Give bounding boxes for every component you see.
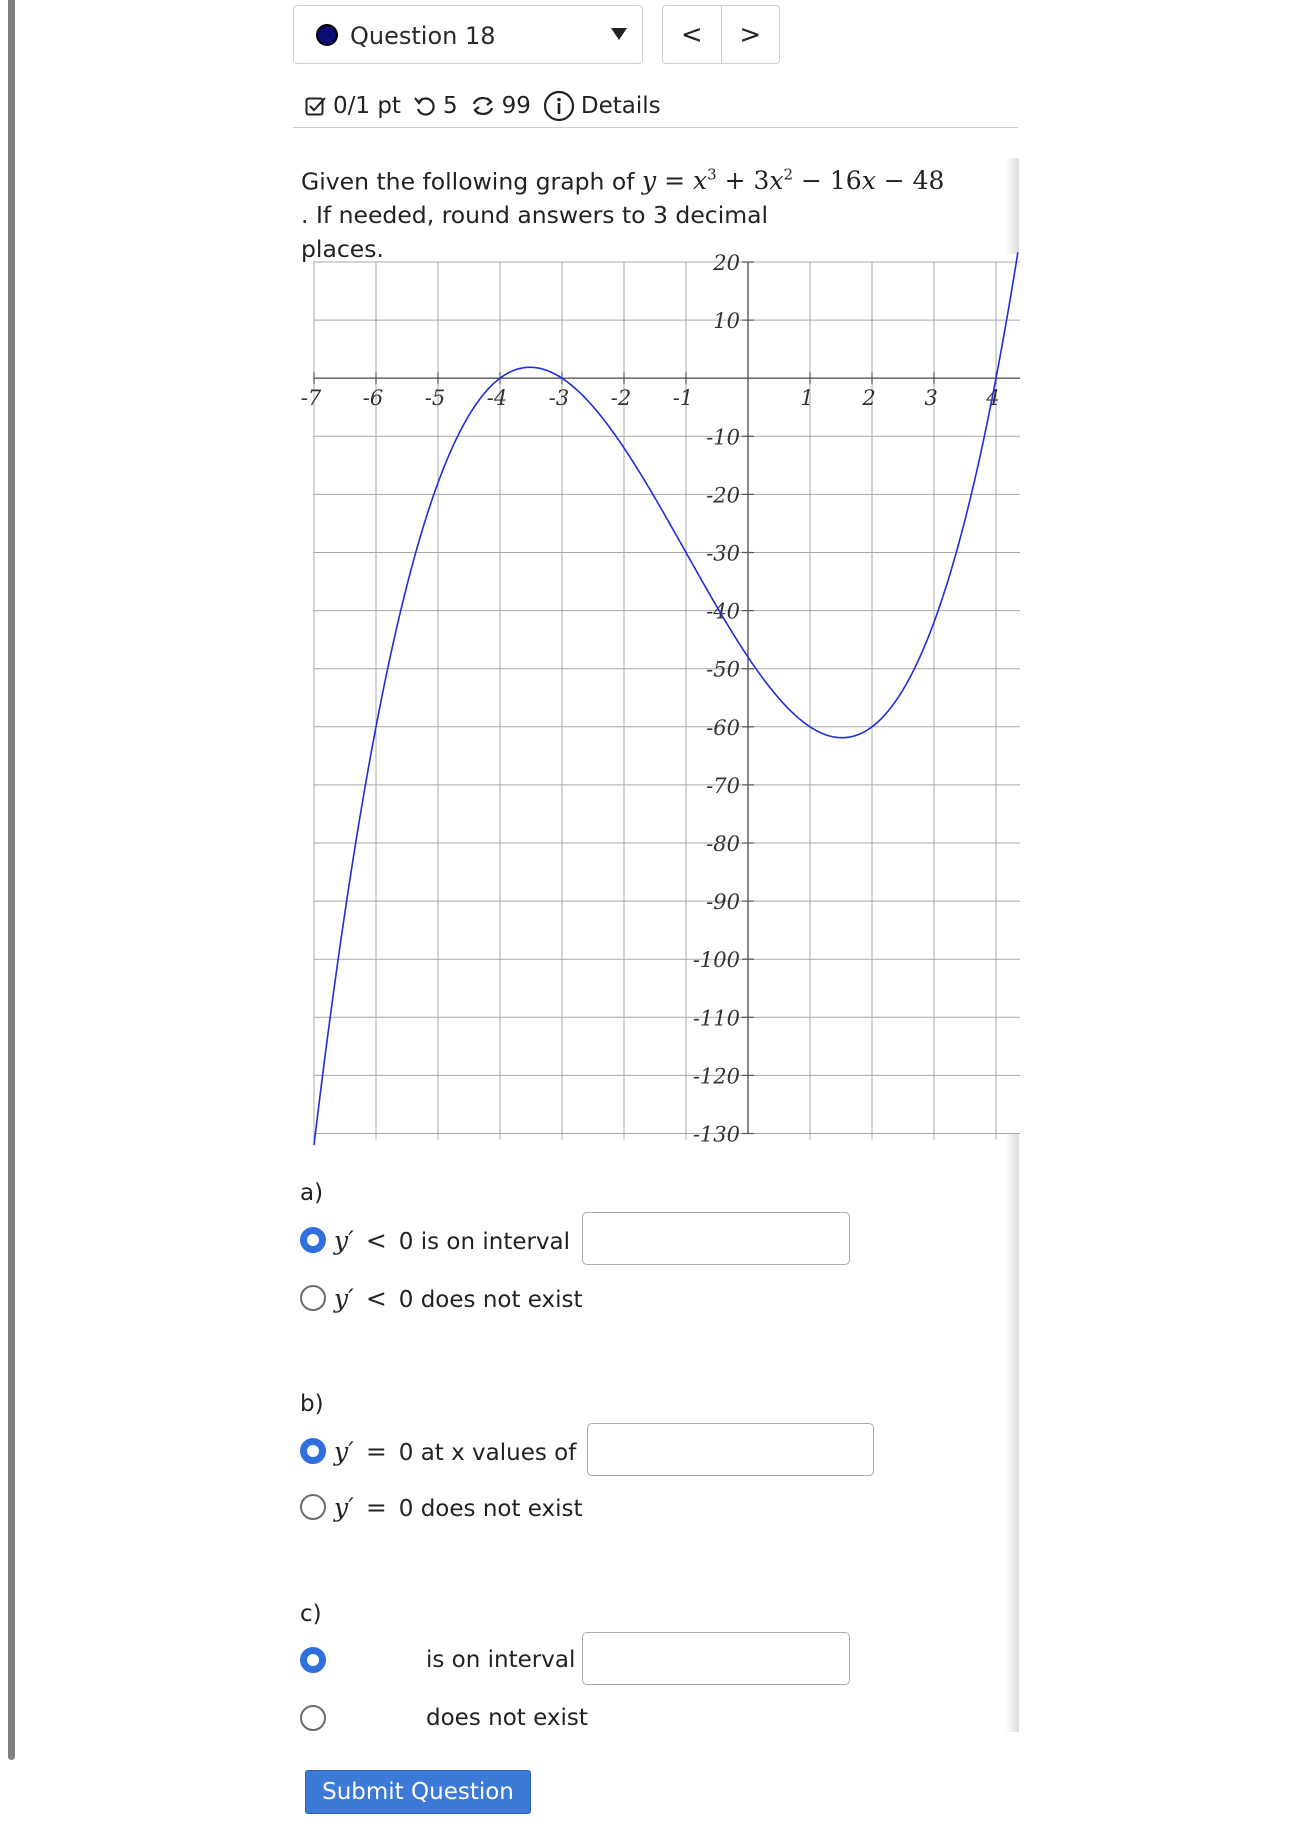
part-c-option-2[interactable] <box>300 1700 588 1736</box>
score-text: 0/1 pt <box>333 93 401 119</box>
part-a-label: a) <box>300 1180 324 1206</box>
attempts-count: 5 <box>442 93 458 119</box>
y-tick-label: -90 <box>706 890 740 915</box>
regen-count: 99 <box>501 93 531 119</box>
y-tick-label: -40 <box>706 599 740 624</box>
y-tick-label: 20 <box>713 251 740 275</box>
prompt-text-after: . If needed, round answers to 3 decimal places. <box>301 201 769 264</box>
info-icon[interactable] <box>543 90 575 122</box>
part-b-option-1[interactable] <box>300 1433 576 1469</box>
option-text: is on interval <box>426 1647 576 1673</box>
x-tick-label: -3 <box>548 386 570 411</box>
question-selector[interactable] <box>293 5 643 64</box>
x-tick-label: -7 <box>300 386 322 411</box>
y-prime: y′ <box>334 1492 354 1522</box>
y-tick-label: -10 <box>706 425 740 450</box>
prev-question-button[interactable]: < <box>680 19 703 50</box>
x-tick-label: 4 <box>986 386 1000 411</box>
x-tick-label: -5 <box>424 386 446 411</box>
equation: $y = x^3 + 3x^2 - 16x - 48$ <box>642 166 945 196</box>
question-nav <box>662 5 780 64</box>
x-tick-label: -6 <box>362 386 384 411</box>
option-text: 0 is on interval <box>398 1228 571 1255</box>
status-dot <box>316 24 338 46</box>
x-tick-label: -2 <box>610 386 632 411</box>
panel-shadow <box>1005 1134 1019 1732</box>
scrollbar[interactable] <box>8 0 15 1760</box>
option-text: 0 at x values of <box>398 1439 577 1466</box>
divider <box>293 127 1018 128</box>
x-tick-label: 2 <box>862 386 876 411</box>
radio-button[interactable] <box>300 1438 326 1464</box>
next-question-button[interactable]: > <box>721 6 780 63</box>
part-c-label: c) <box>300 1601 322 1627</box>
submit-question-button[interactable]: Submit Question <box>305 1770 531 1814</box>
y-tick-label: 10 <box>713 309 740 334</box>
part-b-option-2[interactable] <box>300 1489 583 1525</box>
caret-down-icon <box>611 28 627 40</box>
x-tick-labels <box>301 386 1000 410</box>
y-tick-label: -30 <box>706 541 740 566</box>
radio-button[interactable] <box>300 1647 326 1673</box>
retry-icon <box>413 94 437 118</box>
y-tick-label: -110 <box>692 1006 740 1031</box>
y-tick-labels <box>693 251 740 1147</box>
x-tick-label: 1 <box>800 386 814 411</box>
question-meta <box>305 88 661 124</box>
y-tick-label: -130 <box>692 1122 740 1147</box>
x-tick-label: -1 <box>672 386 694 411</box>
part-a-option-1[interactable] <box>300 1222 570 1258</box>
part-c-interval-input[interactable] <box>582 1632 850 1685</box>
option-text: 0 does not exist <box>398 1286 583 1313</box>
operator: < <box>365 1283 387 1313</box>
part-b-x-values-input[interactable] <box>587 1423 874 1476</box>
operator: = <box>365 1436 387 1466</box>
question-label: Question 18 <box>350 22 496 50</box>
operator: = <box>365 1492 387 1522</box>
radio-button[interactable] <box>300 1227 326 1253</box>
y-prime: y′ <box>334 1283 354 1313</box>
part-b-label: b) <box>300 1391 324 1417</box>
function-curve <box>314 252 1018 1145</box>
part-a-interval-input[interactable] <box>582 1212 850 1265</box>
prompt-text-before: Given the following graph of <box>301 167 643 196</box>
y-tick-label: -50 <box>706 657 740 682</box>
radio-button[interactable] <box>300 1705 326 1731</box>
function-graph <box>300 248 1020 1148</box>
y-prime: y′ <box>334 1436 354 1466</box>
y-tick-label: -60 <box>706 715 740 740</box>
part-a-option-2[interactable] <box>300 1280 583 1316</box>
x-tick-label: -4 <box>486 386 508 411</box>
y-tick-label: -100 <box>692 948 740 973</box>
details-link[interactable]: Details <box>580 93 661 119</box>
radio-button[interactable] <box>300 1285 326 1311</box>
checkbox-score-icon <box>305 95 327 117</box>
y-tick-label: -70 <box>706 773 740 798</box>
grid <box>314 262 1020 1140</box>
grid-border <box>314 262 1020 1134</box>
option-text: does not exist <box>426 1705 588 1731</box>
operator: < <box>365 1225 387 1255</box>
y-prime: y′ <box>334 1225 354 1255</box>
axes <box>314 262 1020 1134</box>
x-tick-label: 3 <box>924 386 938 411</box>
regenerate-icon <box>470 94 496 118</box>
y-tick-label: -120 <box>692 1064 740 1089</box>
part-c-option-1[interactable] <box>300 1642 575 1678</box>
y-tick-label: -80 <box>706 832 740 856</box>
y-tick-label: -20 <box>706 483 740 508</box>
radio-button[interactable] <box>300 1494 326 1520</box>
option-text: 0 does not exist <box>398 1495 583 1522</box>
